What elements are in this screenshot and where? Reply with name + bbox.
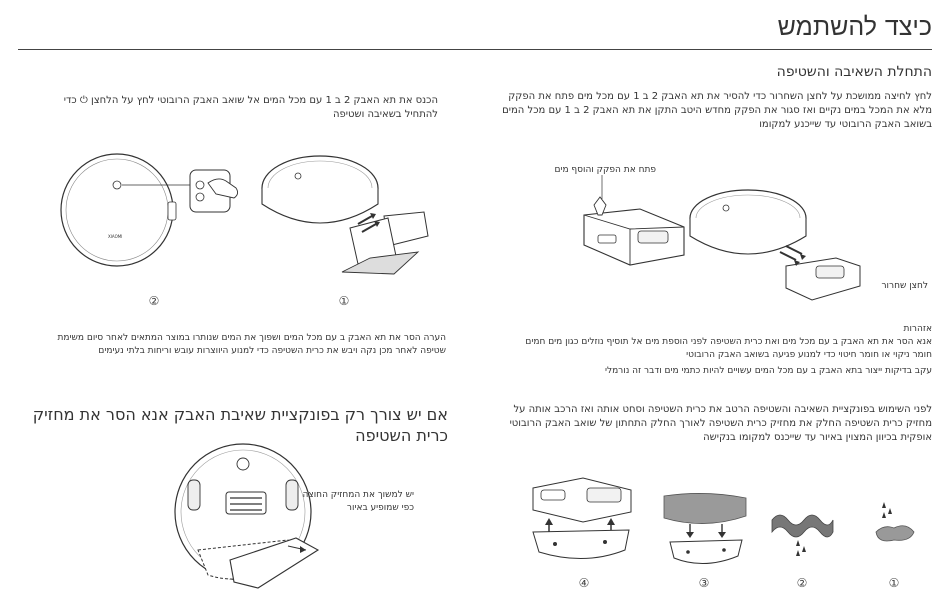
title-divider <box>18 49 932 50</box>
fill-water-illustration <box>580 185 690 270</box>
step3-attach-pad-illustration <box>660 490 750 575</box>
step-1-bottom-marker: ① <box>888 576 900 590</box>
left-intro-text: הכנס את תא האבק 2 ב 1 עם מכל המים אל שואב האבק הרובוטי לחץ על הלחצן ⏻ כדי להתחיל בשאיבה ושטיפה <box>63 95 438 120</box>
warning-1: אנא הסר את תא האבק ב עם מכל מים ואת כרית השטיפה לפני הוספת מים אל תוסיף נוזלים כגון מים חמים חומר ניקוי או חומר חיטוי כדי למנוע פגיעה בשואב האבק הרובוטי <box>525 337 932 360</box>
remove-tank-illustration <box>686 188 866 313</box>
slide-out-note: יש למשוך את המחזיק החוצה כפי שמופיע באיור <box>302 490 414 513</box>
step1-wet-pad-illustration <box>870 500 920 550</box>
section-title: התחלת השאיבה והשטיפה <box>776 64 932 80</box>
step-2-bottom-marker: ② <box>796 576 808 590</box>
tank-insert-illustration <box>258 146 448 286</box>
right-bottom-text: לפני השימוש בפונקציית השאיבה והשטיפה הרטב את כרית השטיפה וסחט אותה ואז הרכב אותה על מחזיק כרית השטיפה החלק את מחזיק כרית השטיפה לאורך החלק התחתון של שואב האבק הרובוטי אופקית בכיוון המצוין באיור עד שייכנס למקומו בנקישה <box>509 404 932 443</box>
callout-open-cap: פתח את הפקק והוסף מים <box>554 165 656 175</box>
step-2-marker: ② <box>148 294 160 308</box>
callout-open-cap-leader <box>600 175 610 200</box>
callout-release-button: לחצן שחרור <box>881 281 928 291</box>
robot-bottom-illustration <box>168 440 328 595</box>
step-4-marker: ④ <box>578 576 590 590</box>
step-1-marker: ① <box>338 294 350 308</box>
warning-2: עקב בדיקות ייצור בתא האבק ב עם מכל המים עשויים להיות כתמי מים ודבר זה נורמלי <box>604 366 932 376</box>
step-3-marker: ③ <box>698 576 710 590</box>
step4-mount-pad-illustration <box>525 470 635 570</box>
step2-wring-pad-illustration <box>770 508 835 558</box>
warnings-title: אזהרות <box>903 324 932 334</box>
right-intro-text: לחץ לחיצה ממושכת על לחצן השחרור כדי להסיר את תא האבק 2 ב 1 עם מכל מים פתח את הפקק מלא את המכל במים נקיים ואז סגור את הפקק מחדש היטב התקן את תא האבק 2 ב 1 עם מכל המים בשואב האבק הרובוטי עד שייכנע למקומו <box>502 91 932 130</box>
page-title: כיצד להשתמש <box>777 12 932 41</box>
vacuum-only-heading: אם יש צורך רק בפונקציית שאיבת האבק אנא הסר את מחזיק כרית השטיפה <box>32 405 448 445</box>
note-left: הערה הסר את תא האבק ב עם מכל המים ושפוך את המים שנותרו במוצר המתאים לאחר סיום משימת שטיפה לאחר מכן נקה ויבש את כרית השטיפה כדי למנוע היווצרות עובש וריחות בלתי נעימים <box>57 333 446 356</box>
svg-text:XIAOMI: XIAOMI <box>108 234 123 239</box>
